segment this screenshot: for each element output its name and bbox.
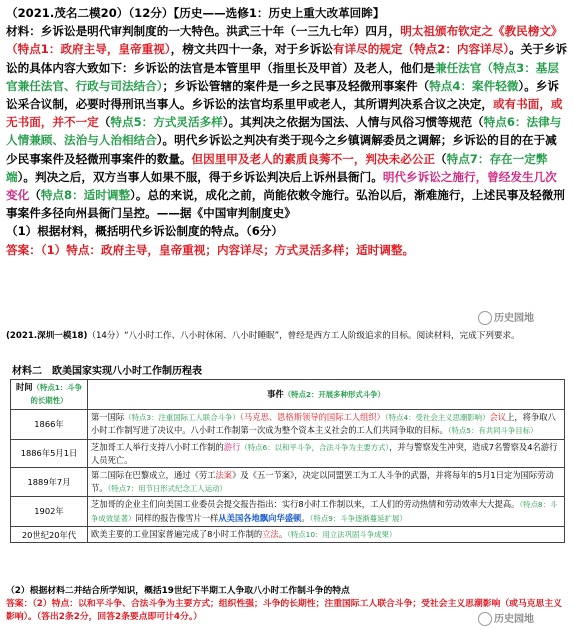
table-row: [11, 497, 565, 527]
material-segment: ）。总的来说，成化之前，尚能依敕令施行。弘治以后，渐难施行，上述民事及轻微刑事案件多径向州县衙门呈控。——据《中国审判制度史》: [6, 188, 565, 221]
material-segment: 特点4：案件轻微: [429, 78, 519, 93]
event-segment: 第二国际在巴黎成立，通过《劳工: [91, 470, 216, 481]
event-segment: 芝加哥工人举行支持八小时工作制的: [91, 441, 224, 452]
material-segment: ）。明代乡诉讼之判决有类于现今之乡镇调解委员之调解；乡诉讼的目的在于减少民事案件及轻微刑事案件的数量。: [6, 133, 557, 166]
table-row: [11, 409, 565, 439]
watermark: 历史园地: [478, 610, 534, 626]
material-segment: （: [29, 188, 41, 203]
history-table: [10, 379, 565, 543]
event-segment: 法案: [215, 470, 233, 481]
row-year: 1886年5月1日: [11, 439, 88, 468]
event-column-header: 事件（特点2：开展多种形式斗争）: [88, 380, 565, 410]
event-segment: （特点8：斗争成效显著）: [91, 500, 558, 523]
event-segment: 。: [301, 512, 310, 523]
table-row: [11, 468, 565, 497]
row-event: [88, 468, 565, 497]
event-segment: （特点9：斗争逐渐蔓延扩展）: [309, 513, 407, 523]
question-2-header: [6, 330, 568, 343]
event-segment: 》及《五一节案》，决定以同盟罢工为工人斗争的武器，并将每年的5月1日定为国际劳动节。: [91, 470, 554, 493]
table-row: [11, 439, 565, 468]
material-segment: 。关于乡诉讼的具体内容大致如下：乡诉讼的法官是本管里甲（指里长及甲首）及老人，他们是: [6, 42, 568, 75]
event-segment: 芝加哥的企业主们向美国工业委员会提交报告指出：实行8小时工作制以来，工人们的劳动热情和劳动效率大大提高。: [91, 499, 520, 510]
watermark: 历史园地: [478, 309, 534, 325]
material-segment: 有详尽的规定（特点2：内容详尽）: [332, 42, 510, 57]
question-2-prompt: （2）根据材料二并结合所学知识，概括19世纪下半期工人争取八小时工作制斗争的特点: [6, 586, 350, 596]
question-1-header: （2021.茂名二模20）（12分）【历史——选修1：历史上重大改革回眸】: [6, 6, 385, 20]
material-segment: 明代乡诉讼之施行，曾经发生几次变化: [6, 169, 557, 203]
event-segment: （特点7：用节日形式纪念工人运动）: [107, 483, 227, 493]
event-segment: 会议: [489, 411, 507, 422]
event-segment: （特点10：用立法巩固斗争成果）: [287, 530, 397, 540]
event-segment: ，并与警察发生冲突，造成7名警察及4名游行人员死亡。: [91, 441, 558, 466]
material-segment: （: [435, 151, 447, 166]
event-segment: 同样的报告像雪片一样: [135, 512, 219, 523]
question-1-prompt: （1）根据材料，概括明代乡诉讼制度的特点。（6分）: [6, 224, 283, 239]
row-year: 1902年: [11, 497, 88, 527]
event-segment: 立法: [262, 529, 279, 540]
event-segment: （马克思、恩格斯领导的国际工人组织）: [239, 411, 385, 422]
question-2-intro: （14分）“八小时工作、八小时休闲、八小时睡眠”，曾经是西方工人阶级追求的目标。阅读材料，完成下列要求。: [87, 331, 520, 341]
watermark-logo-icon: [478, 612, 492, 626]
material-segment: 特点7：存在一定弊端: [6, 151, 548, 184]
row-year: 20世纪20年代: [11, 527, 88, 543]
time-column-header: 时间（特点1：斗争的长期性）: [11, 380, 88, 410]
material-title: 材料二 欧美国家实现八小时工作制历程表: [12, 366, 202, 377]
event-segment: 上，将争取八小时工作制写进了决议中。八小时工作制第一次成为整个资本主义社会的工人们共同争取的目标。: [91, 411, 556, 436]
event-segment: 游行: [223, 441, 241, 452]
material-segment: ，榜文共四十一条，对于乡诉讼: [170, 42, 333, 57]
event-segment: （特点3：注重国际工人联合斗争）: [124, 412, 240, 422]
question-1-material: [6, 22, 568, 222]
material-segment: 明太祖颁布钦定之《教民榜文》（特点1：政府主导，皇帝重视）: [6, 24, 563, 57]
event-segment: 欧美主要的工业国家普遍完成了8小时工作制的: [91, 529, 263, 540]
material-segment: 但因里甲及老人的素质良莠不一，判决未必公正: [191, 151, 435, 166]
material-segment: 材料：乡诉讼是明代审判制度的一大特色。洪武三十年（一三九七年）四月，: [6, 24, 401, 39]
event-segment: 。: [278, 529, 288, 540]
material-segment: 特点8：适时调整: [40, 188, 131, 203]
material-segment: 兼任法官（特点3：基层官兼任法官、行政与司法结合）: [6, 60, 559, 93]
material-segment: ）。其判决之依据为国法、人情与风俗习惯等规范（: [222, 115, 484, 130]
table-header-row: [11, 380, 565, 410]
row-event: [88, 409, 565, 439]
event-segment: （特点4：受社会主义思潮影响）: [384, 412, 490, 422]
event-segment: 从美国各地飘向华盛顿: [218, 512, 302, 523]
row-event: [88, 439, 565, 468]
event-segment: （特点5：有共同斗争目标）: [447, 426, 538, 436]
row-year: 1866年: [11, 409, 88, 439]
material-segment: 特点6：法律与人情兼顾、法治与人治相结合: [6, 115, 562, 148]
watermark-logo-icon: [478, 311, 492, 325]
question-2-source: (2021.深圳一模18): [6, 331, 88, 341]
material-segment: 或有书面，或无书面，并不一定: [6, 97, 563, 130]
event-segment: 第一国际: [91, 411, 125, 422]
material-segment: ；乡诉讼管辖的案件是一乡之民事及轻微刑事案件（: [162, 78, 430, 93]
row-event: [88, 497, 565, 527]
material-segment: ）。乡诉讼采合议制，必要时得刑讯当事人。乡诉讼的法官均系里甲或老人，其所谓判决系合议之决定，: [6, 78, 559, 112]
material-segment: （: [98, 115, 111, 130]
row-event: [88, 527, 565, 543]
question-1-answer: 答案：（1）特点：政府主导，皇帝重视；内容详尽；方式灵活多样；适时调整。: [6, 242, 415, 257]
material-segment: 特点5：方式灵活多样: [110, 115, 223, 130]
material-segment: ）。判决之后，双方当事人如果不服，得于乡诉讼判决后上诉州县衙门。: [17, 169, 383, 184]
question-1-block: [6, 4, 568, 259]
row-year: 1889年7月: [11, 468, 88, 497]
table-row: [11, 527, 565, 543]
question-2-answer: 答案：（2）特点：以和平斗争、合法斗争为主要方式；组织性强；斗争的长期性；注重国际工人联合斗争；受社会主义思潮影响（或马克思主义影响）。（答出2条2分，回答2条要点即可计4分。）: [6, 599, 562, 622]
event-segment: （特点6：以和平斗争，合法斗争为主要方式）: [240, 442, 390, 452]
